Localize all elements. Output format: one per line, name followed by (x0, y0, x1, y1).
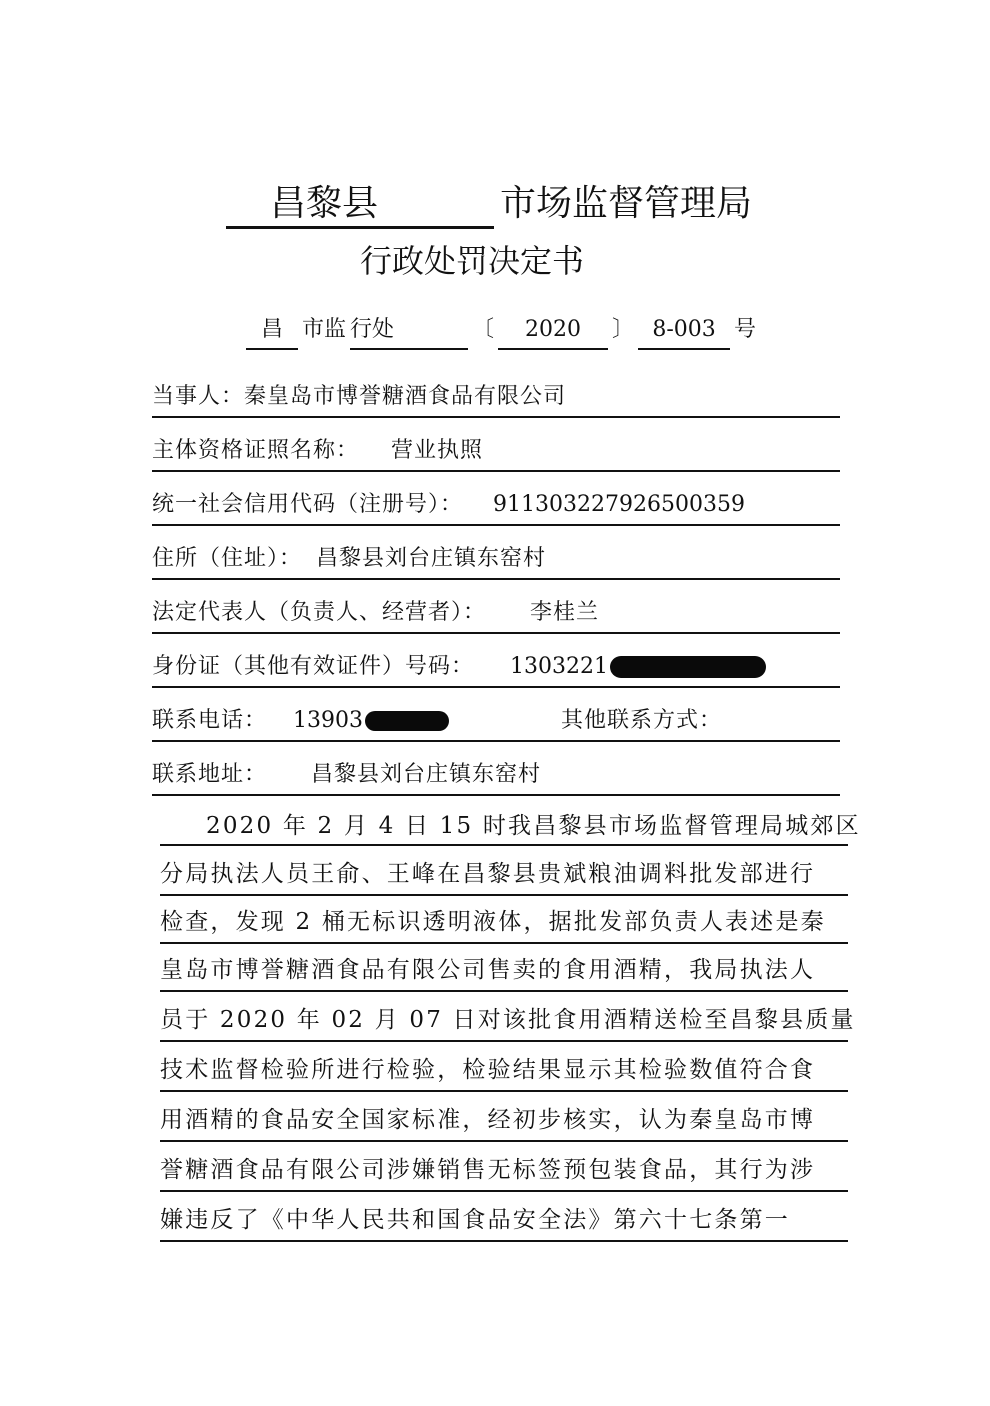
id-number-row (152, 648, 840, 688)
credit-code-label: 统一社会信用代码（注册号）： (152, 492, 464, 517)
document-header (226, 176, 786, 232)
party-name-row (152, 378, 840, 418)
id-redaction-mark (610, 656, 766, 678)
doc-type: 行处 (350, 312, 468, 350)
phone-label: 联系电话： (152, 708, 268, 733)
other-contact-label: 其他联系方式： (561, 708, 723, 733)
contact-address-row (152, 756, 840, 796)
id-number-value: 1303221 (510, 654, 608, 679)
phone-redaction-mark (365, 711, 449, 731)
phone-value: 13903 (293, 708, 364, 733)
body-line: 检查，发现 2 桶无标识透明液体，据批发部负责人表述是秦 (160, 902, 848, 944)
doc-close-bracket: 〕 (612, 317, 635, 342)
legal-rep-value: 李桂兰 (530, 600, 600, 625)
contact-address-label: 联系地址： (152, 762, 268, 787)
doc-prefix: 昌 (246, 312, 298, 350)
body-line: 分局执法人员王俞、王峰在昌黎县贵斌粮油调料批发部进行 (160, 854, 848, 896)
body-line: 用酒精的食品安全国家标准，经初步核实，认为秦皇岛市博 (160, 1100, 848, 1142)
contact-address-value: 昌黎县刘台庄镇东窑村 (311, 762, 542, 787)
party-name-label: 当事人： (152, 384, 245, 409)
address-label: 住所（住址）： (152, 546, 303, 571)
id-number-label: 身份证（其他有效证件）号码： (152, 654, 475, 679)
address-value: 昌黎县刘台庄镇东窑村 (316, 546, 547, 571)
license-value: 营业执照 (391, 438, 484, 463)
doc-suffix: 号 (734, 317, 757, 342)
phone-row (152, 702, 840, 742)
body-line: 技术监督检验所进行检验，检验结果显示其检验数值符合食 (160, 1050, 848, 1092)
legal-rep-row (152, 594, 840, 634)
bureau-name: 市场监督管理局 (500, 183, 753, 224)
credit-code-row (152, 486, 840, 526)
doc-year: 2020 (498, 312, 608, 350)
doc-agency: 市监 (302, 317, 347, 342)
license-label: 主体资格证照名称： (152, 438, 360, 463)
address-row (152, 540, 840, 580)
doc-serial: 8-003 (638, 312, 730, 350)
body-line: 皇岛市博誉糖酒食品有限公司售卖的食用酒精，我局执法人 (160, 950, 848, 992)
party-name-value: 秦皇岛市博誉糖酒食品有限公司 (244, 384, 567, 409)
body-line: 员于 2020 年 02 月 07 日对该批食用酒精送检至昌黎县质量 (160, 1000, 848, 1042)
legal-rep-label: 法定代表人（负责人、经营者）： (152, 600, 487, 625)
body-line: 2020 年 2 月 4 日 15 时我昌黎县市场监督管理局城郊区 (160, 806, 848, 846)
document-number (246, 312, 760, 348)
doc-open-bracket: 〔 (472, 317, 495, 342)
license-row (152, 432, 840, 472)
body-line: 誉糖酒食品有限公司涉嫌销售无标签预包装食品，其行为涉 (160, 1150, 848, 1192)
body-line: 嫌违反了《中华人民共和国食品安全法》第六十七条第一 (160, 1200, 848, 1242)
county-name: 昌黎县 (226, 179, 494, 229)
document-title: 行政处罚决定书 (360, 242, 585, 280)
credit-code-value: 911303227926500359 (493, 492, 745, 517)
